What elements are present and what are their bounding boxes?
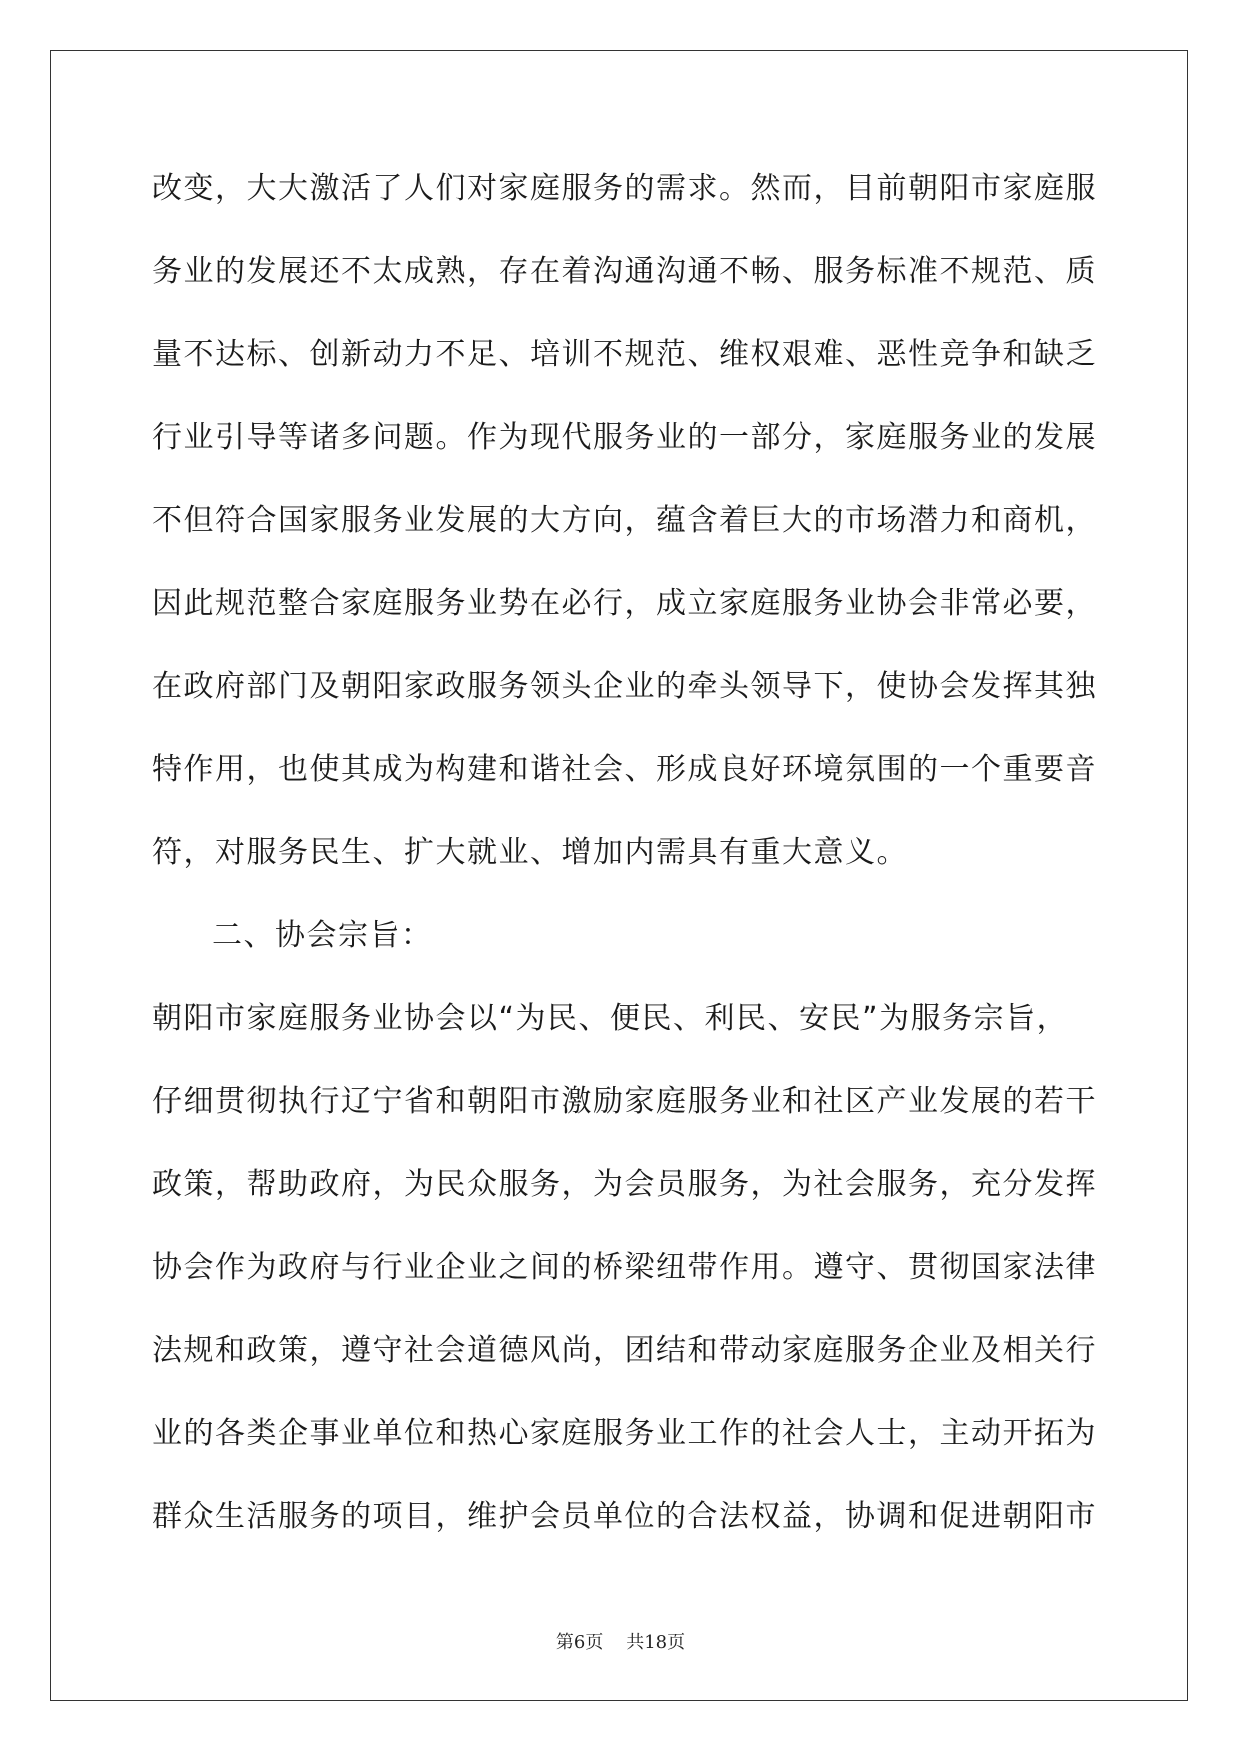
paragraph-line: 行业引导等诸多问题。作为现代服务业的一部分，家庭服务业的发展 <box>152 420 1097 455</box>
paragraph-line: 朝阳市家庭服务业协会以“为民、便民、利民、安民”为服务宗旨， <box>152 1001 1069 1036</box>
paragraph-line: 不但符合国家服务业发展的大方向，蕴含着巨大的市场潜力和商机， <box>152 503 1097 538</box>
paragraph-line: 群众生活服务的项目，维护会员单位的合法权益，协调和促进朝阳市 <box>152 1499 1097 1534</box>
paragraph-line: 改变，大大激活了人们对家庭服务的需求。然而，目前朝阳市家庭服 <box>152 171 1097 206</box>
page-total: 共18页 <box>626 1632 686 1653</box>
paragraph-line: 符，对服务民生、扩大就业、增加内需具有重大意义。 <box>152 835 908 870</box>
paragraph-line: 法规和政策，遵守社会道德风尚，团结和带动家庭服务企业及相关行 <box>152 1333 1097 1368</box>
paragraph-line: 仔细贯彻执行辽宁省和朝阳市激励家庭服务业和社区产业发展的若干 <box>152 1084 1097 1119</box>
paragraph-line: 业的各类企事业单位和热心家庭服务业工作的社会人士，主动开拓为 <box>152 1416 1097 1451</box>
page-footer <box>0 1628 1241 1654</box>
paragraph-line: 特作用，也使其成为构建和谐社会、形成良好环境氛围的一个重要音 <box>152 752 1097 787</box>
paragraph-line: 政策，帮助政府，为民众服务，为会员服务，为社会服务，充分发挥 <box>152 1167 1097 1202</box>
section-heading: 二、协会宗旨： <box>212 918 433 953</box>
page-number: 第6页 <box>555 1632 604 1653</box>
paragraph-line: 协会作为政府与行业企业之间的桥梁纽带作用。遵守、贯彻国家法律 <box>152 1250 1097 1285</box>
document-body <box>152 164 1097 1575</box>
paragraph-line: 务业的发展还不太成熟，存在着沟通沟通不畅、服务标准不规范、质 <box>152 254 1097 289</box>
paragraph-line: 因此规范整合家庭服务业势在必行，成立家庭服务业协会非常必要， <box>152 586 1097 621</box>
paragraph-line: 量不达标、创新动力不足、培训不规范、维权艰难、恶性竞争和缺乏 <box>152 337 1097 372</box>
paragraph-line: 在政府部门及朝阳家政服务领头企业的牵头领导下，使协会发挥其独 <box>152 669 1097 704</box>
